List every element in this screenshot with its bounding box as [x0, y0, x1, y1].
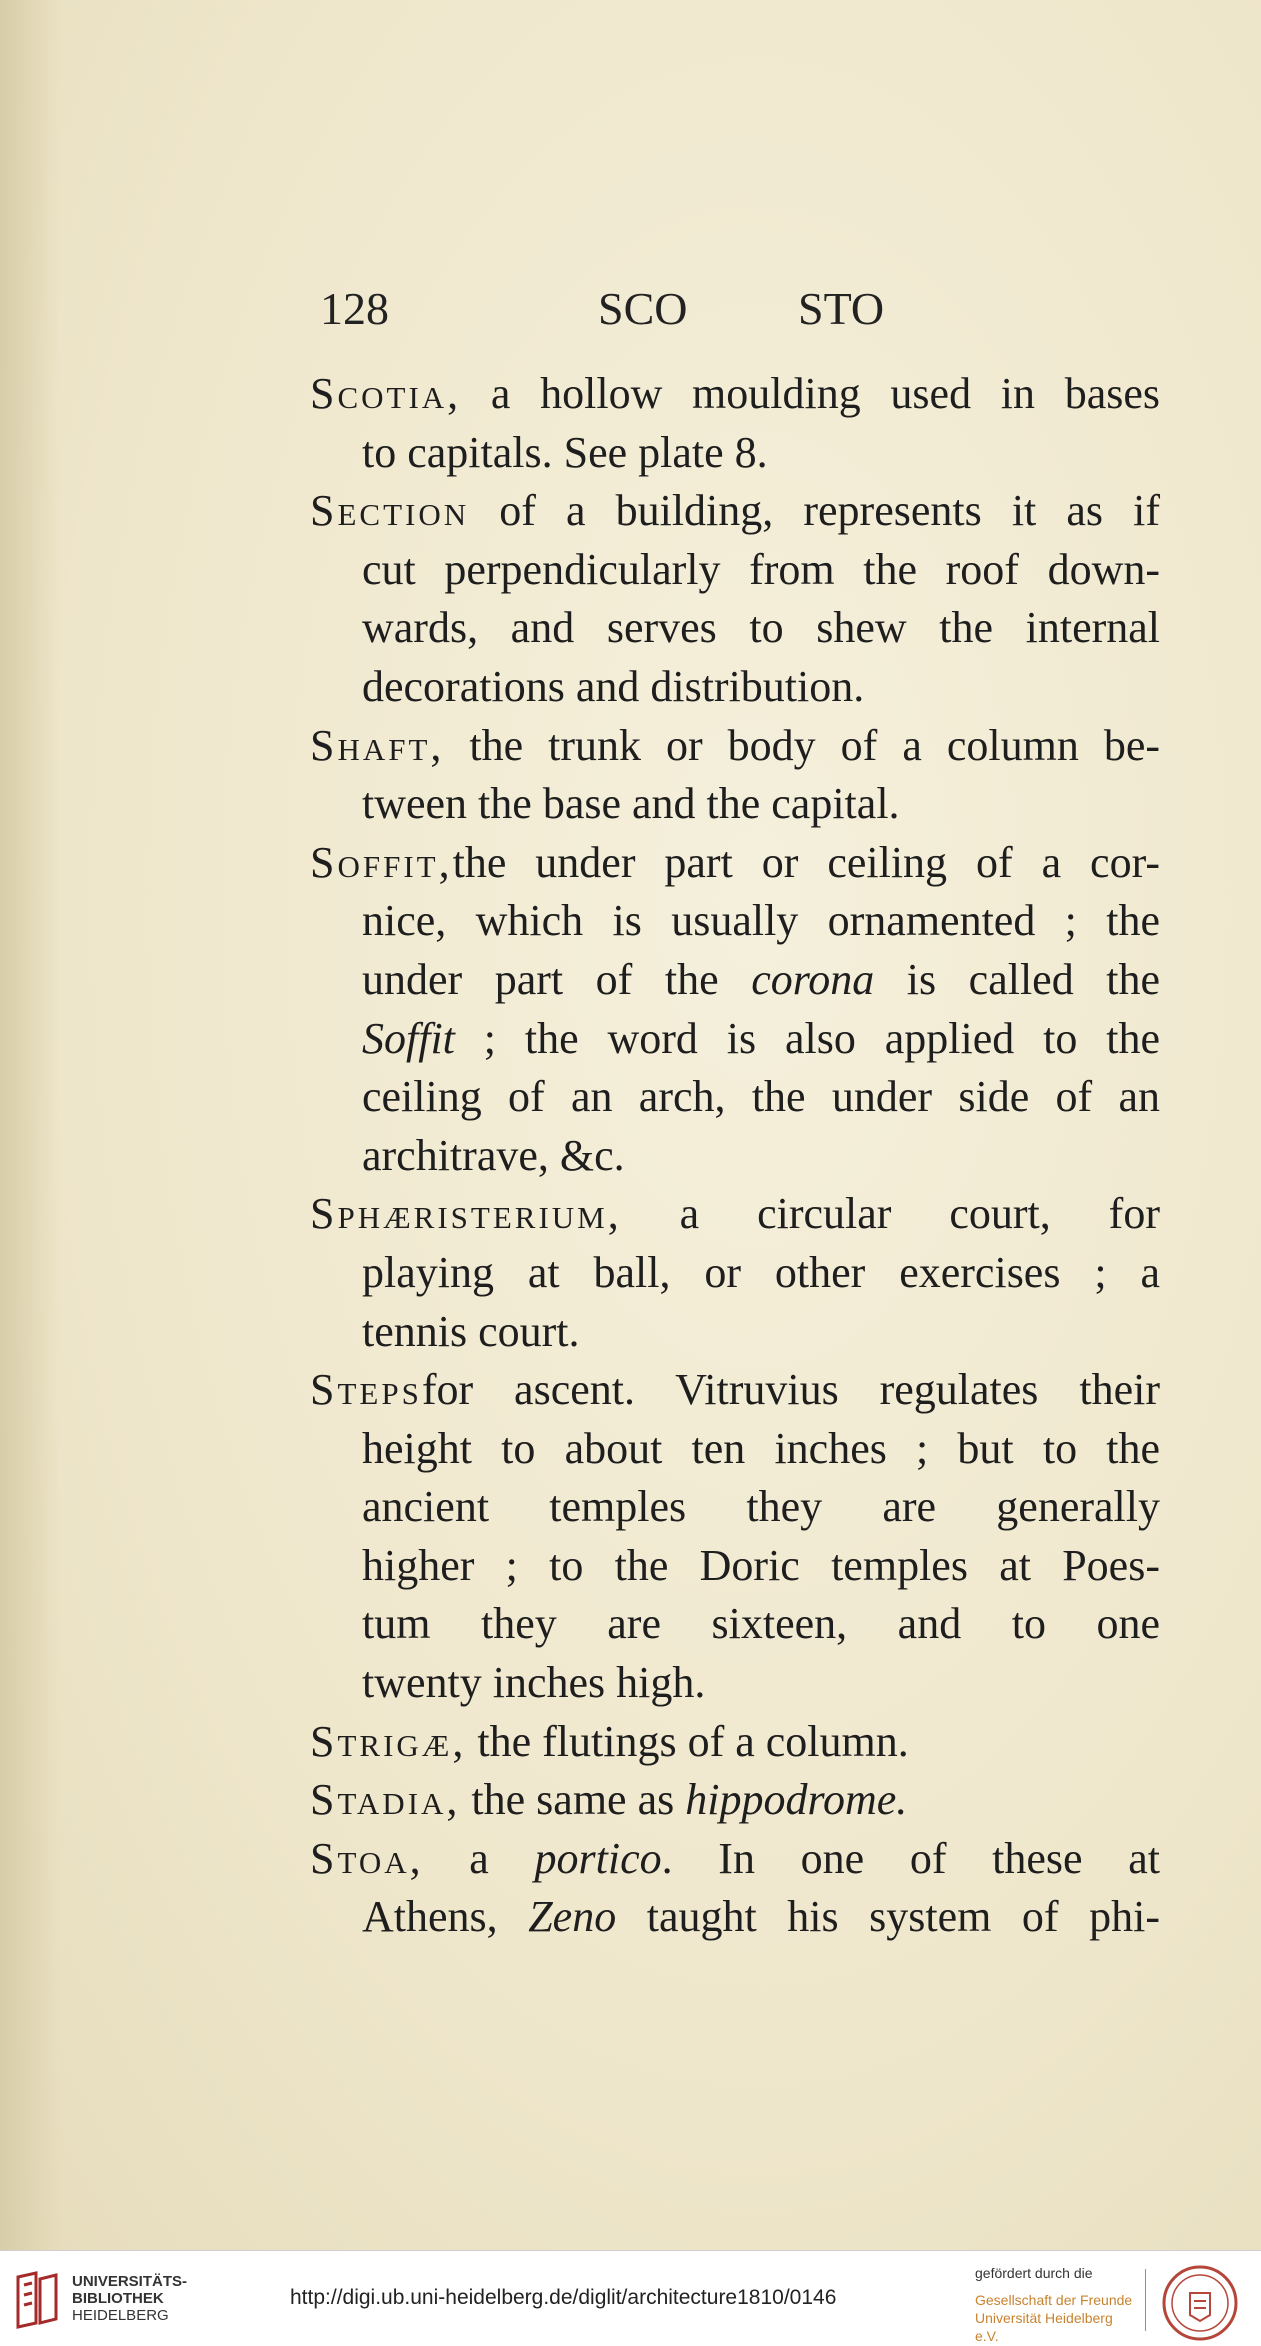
text-line: [310, 1185, 1160, 1244]
text-run: nice, which is usually ornamented ; the: [362, 896, 1160, 946]
header-right-title: STO: [798, 283, 885, 334]
text-line: [310, 1888, 1160, 1947]
page-gutter-shadow: [0, 0, 60, 2250]
text-line: [310, 834, 1160, 893]
text-line: [310, 1010, 1160, 1069]
entry-headword: Stoa,: [310, 1833, 424, 1883]
text-line: [310, 951, 1160, 1010]
entry-headword: Section: [310, 486, 470, 536]
text-run: cut perpendicularly from the roof down-: [362, 544, 1160, 594]
text-run: a: [423, 1833, 535, 1883]
text-run: taught his system of phi-: [616, 1892, 1160, 1942]
italic-text: Soffit: [362, 1013, 455, 1063]
text-run: twenty inches high.: [362, 1658, 706, 1708]
text-run: to capitals. See plate 8.: [362, 427, 768, 477]
text-run: the trunk or body of a column be-: [444, 720, 1160, 770]
text-line: [310, 541, 1160, 600]
text-run: is called the: [874, 954, 1160, 1004]
text-run: ; the word is also applied to the: [454, 1013, 1160, 1063]
university-seal-icon: [1160, 2263, 1240, 2343]
viewer-footer: [0, 2250, 1261, 2346]
text-line: [310, 1771, 1160, 1830]
text-line: [310, 658, 1160, 717]
text-run: ceiling of an arch, the under side of an: [362, 1072, 1160, 1122]
text-line: [310, 1303, 1160, 1362]
university-library-logo-icon: [14, 2269, 60, 2329]
text-line: [310, 1478, 1160, 1537]
italic-text: Zeno: [528, 1892, 617, 1942]
italic-text: hippodrome.: [685, 1775, 908, 1825]
text-run: decorations and distribution.: [362, 661, 865, 711]
text-run: Athens,: [362, 1892, 529, 1942]
text-run: tum they are sixteen, and to one: [362, 1599, 1160, 1649]
text-line: [310, 1537, 1160, 1596]
footer-divider: [1145, 2269, 1146, 2331]
library-name-line1: UNIVERSITÄTS-: [72, 2273, 188, 2290]
text-run: a hollow moulding used in bases: [461, 369, 1160, 418]
text-run: ancient temples they are generally: [362, 1482, 1160, 1532]
text-line: [310, 1830, 1160, 1889]
text-run: playing at ball, or other exercises ; a: [362, 1247, 1160, 1297]
text-run: tennis court.: [362, 1306, 580, 1356]
sponsor-line2: Gesellschaft der Freunde: [975, 2292, 1133, 2308]
text-line: [310, 599, 1160, 658]
text-line: [310, 424, 1160, 483]
text-run: height to about ten inches ; but to the: [362, 1423, 1160, 1473]
text-run: tween the base and the capital.: [362, 779, 900, 829]
italic-text: corona: [751, 954, 875, 1004]
text-line: [310, 1595, 1160, 1654]
entry-headword: Sphæristerium,: [310, 1189, 622, 1239]
text-run: the under part or ceiling of a cor-: [452, 837, 1160, 887]
library-name-line3: HEIDELBERG: [72, 2307, 169, 2324]
text-run: higher ; to the Doric temples at Poes-: [362, 1540, 1160, 1590]
sponsor-line3: Universität Heidelberg e.V.: [975, 2310, 1113, 2344]
text-line: [310, 1713, 1160, 1772]
page-text-body: [310, 365, 1160, 1947]
italic-text: portico: [534, 1833, 662, 1883]
sponsor-text: [975, 2265, 1135, 2345]
entry-headword: Shaft,: [310, 720, 445, 770]
library-name-line2: BIBLIOTHEK: [72, 2290, 164, 2307]
library-name: [72, 2273, 187, 2324]
text-run: for ascent. Vitruvius regulates their: [421, 1365, 1160, 1415]
running-header: [320, 282, 940, 342]
text-run: the flutings of a column.: [466, 1716, 909, 1766]
entry-headword: Soffit,: [310, 837, 453, 887]
text-run: under part of the: [362, 954, 752, 1004]
entry-headword: Strigæ,: [310, 1716, 467, 1766]
entry-headword: Stadia,: [310, 1775, 461, 1825]
text-line: [310, 1361, 1160, 1420]
text-run: the same as: [460, 1775, 686, 1825]
text-run: architrave, &c.: [362, 1130, 625, 1180]
text-line: [310, 365, 1160, 424]
text-line: [310, 892, 1160, 951]
text-run: . In one of these at: [661, 1833, 1161, 1883]
text-run: wards, and serves to shew the internal: [362, 603, 1160, 653]
entry-headword: Scotia,: [310, 369, 462, 418]
text-line: [310, 1420, 1160, 1479]
page-number: 128: [320, 283, 389, 334]
text-line: [310, 1654, 1160, 1713]
text-line: [310, 717, 1160, 776]
text-line: [310, 1127, 1160, 1186]
text-line: [310, 775, 1160, 834]
text-line: [310, 1068, 1160, 1127]
header-left-title: SCO: [598, 283, 688, 334]
permalink-url[interactable]: http://digi.ub.uni-heidelberg.de/diglit/architecture1810/0146: [290, 2286, 837, 2309]
text-run: of a building, represents it as if: [469, 486, 1160, 536]
text-run: a circular court, for: [621, 1189, 1160, 1239]
entry-headword: Steps: [310, 1365, 422, 1415]
text-line: [310, 1244, 1160, 1303]
sponsor-line1: gefördert durch die: [975, 2265, 1093, 2281]
text-line: [310, 482, 1160, 541]
